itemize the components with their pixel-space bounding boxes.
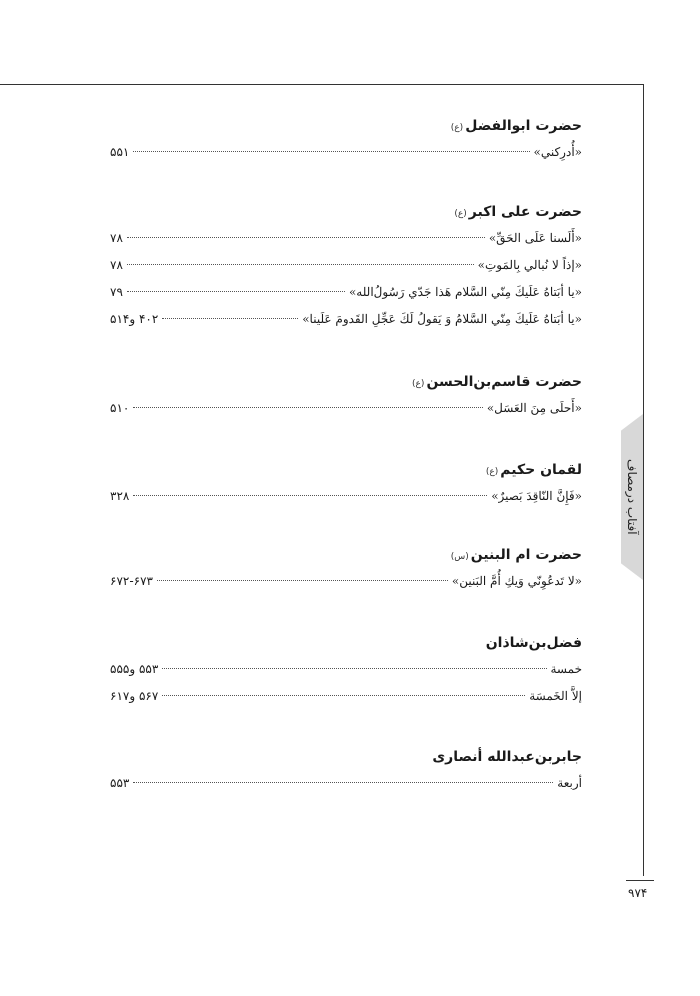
page-reference: ۵۵۳ و۵۵۵ [110, 662, 159, 676]
section-title: فضل‌بن‌شاذان [485, 635, 582, 651]
page-reference: ۶۷۲-۶۷۳ [110, 574, 154, 588]
page-reference: ۳۲۸ [110, 489, 130, 503]
right-border-line [643, 84, 644, 876]
index-section [110, 630, 582, 710]
index-entry: «لا تَدعُوِنّي وَيكِ أُمَّ البَنين» ۶۷۲-۶۷۳ [110, 568, 582, 595]
dot-leader [133, 151, 529, 152]
section-title: لقمان حکیم(ع) [485, 462, 582, 478]
index-section [110, 542, 582, 595]
dot-leader [133, 407, 482, 408]
section-title: جابربن‌عبدالله أنصاری [432, 749, 582, 765]
dot-leader [162, 695, 525, 696]
section-title: حضرت علی اکبر(ع) [454, 204, 582, 220]
dot-leader [127, 291, 345, 292]
page-reference: ۵۵۳ [110, 776, 130, 790]
dot-leader [157, 580, 448, 581]
index-entry: «يا أبَتاهُ عَلَيكَ مِنّي السَّلامُ وَ يَقولُ لَكَ عَجِّلِ القَدومَ عَلَينا» ۴۰۲ و۵۱۴ [110, 306, 582, 333]
honorific-mark: (ع) [450, 123, 464, 133]
dot-leader [133, 782, 553, 783]
page-reference: ۵۱۰ [110, 401, 130, 415]
index-section [110, 457, 582, 510]
page-reference: ۵۵۱ [110, 145, 130, 159]
top-border-line [0, 84, 643, 85]
index-entry: «إذاً لا نُبالي بِالمَوتِ» ۷۸ [110, 252, 582, 279]
index-section [110, 744, 582, 797]
section-title: حضرت ابوالفضل(ع) [450, 118, 582, 134]
honorific-mark: (س) [450, 552, 469, 562]
index-entry: إلاَّ الخَمسَة ۵۶۷ و۶۱۷ [110, 683, 582, 710]
honorific-mark: (ع) [412, 379, 425, 389]
index-entry: «يا أبَتاهُ عَلَيكَ مِنّي السَّلام هَذا جَدّي رَسُولُ‌الله» ۷۹ [110, 279, 582, 306]
index-entry: أربعة ۵۵۳ [110, 770, 582, 797]
index-section [110, 113, 582, 166]
dot-leader [162, 318, 298, 319]
dot-leader [127, 237, 485, 238]
index-entry: «فَإِنَّ النّاقِدَ بَصيرٌ» ۳۲۸ [110, 483, 582, 510]
index-section [110, 369, 582, 422]
side-tab-label: آفتاب درمصاف [625, 459, 639, 535]
index-entry: «أَحلَى مِنَ العَسَل» ۵۱۰ [110, 395, 582, 422]
dot-leader [162, 668, 546, 669]
dot-leader [127, 264, 474, 265]
page-number: ۹۷۴ [628, 886, 648, 900]
section-title: حضرت قاسم‌بن‌الحسن(ع) [412, 374, 582, 390]
page-reference: ۴۰۲ و۵۱۴ [110, 312, 159, 326]
index-entry: خمسة ۵۵۳ و۵۵۵ [110, 656, 582, 683]
page-reference: ۷۹ [110, 285, 123, 299]
page-reference: ۷۸ [110, 231, 123, 245]
page-reference: ۷۸ [110, 258, 123, 272]
index-entry: «أَلَسنا عَلَى الحَقِّ» ۷۸ [110, 225, 582, 252]
section-title: حضرت ام البنین(س) [450, 547, 582, 563]
honorific-mark: (ع) [485, 467, 499, 477]
page-reference: ۵۶۷ و۶۱۷ [110, 689, 159, 703]
dot-leader [133, 495, 487, 496]
index-section [110, 199, 582, 333]
page-number-rule [626, 880, 654, 881]
index-entry: «أُدرِكني» ۵۵۱ [110, 139, 582, 166]
honorific-mark: (ع) [454, 209, 467, 219]
